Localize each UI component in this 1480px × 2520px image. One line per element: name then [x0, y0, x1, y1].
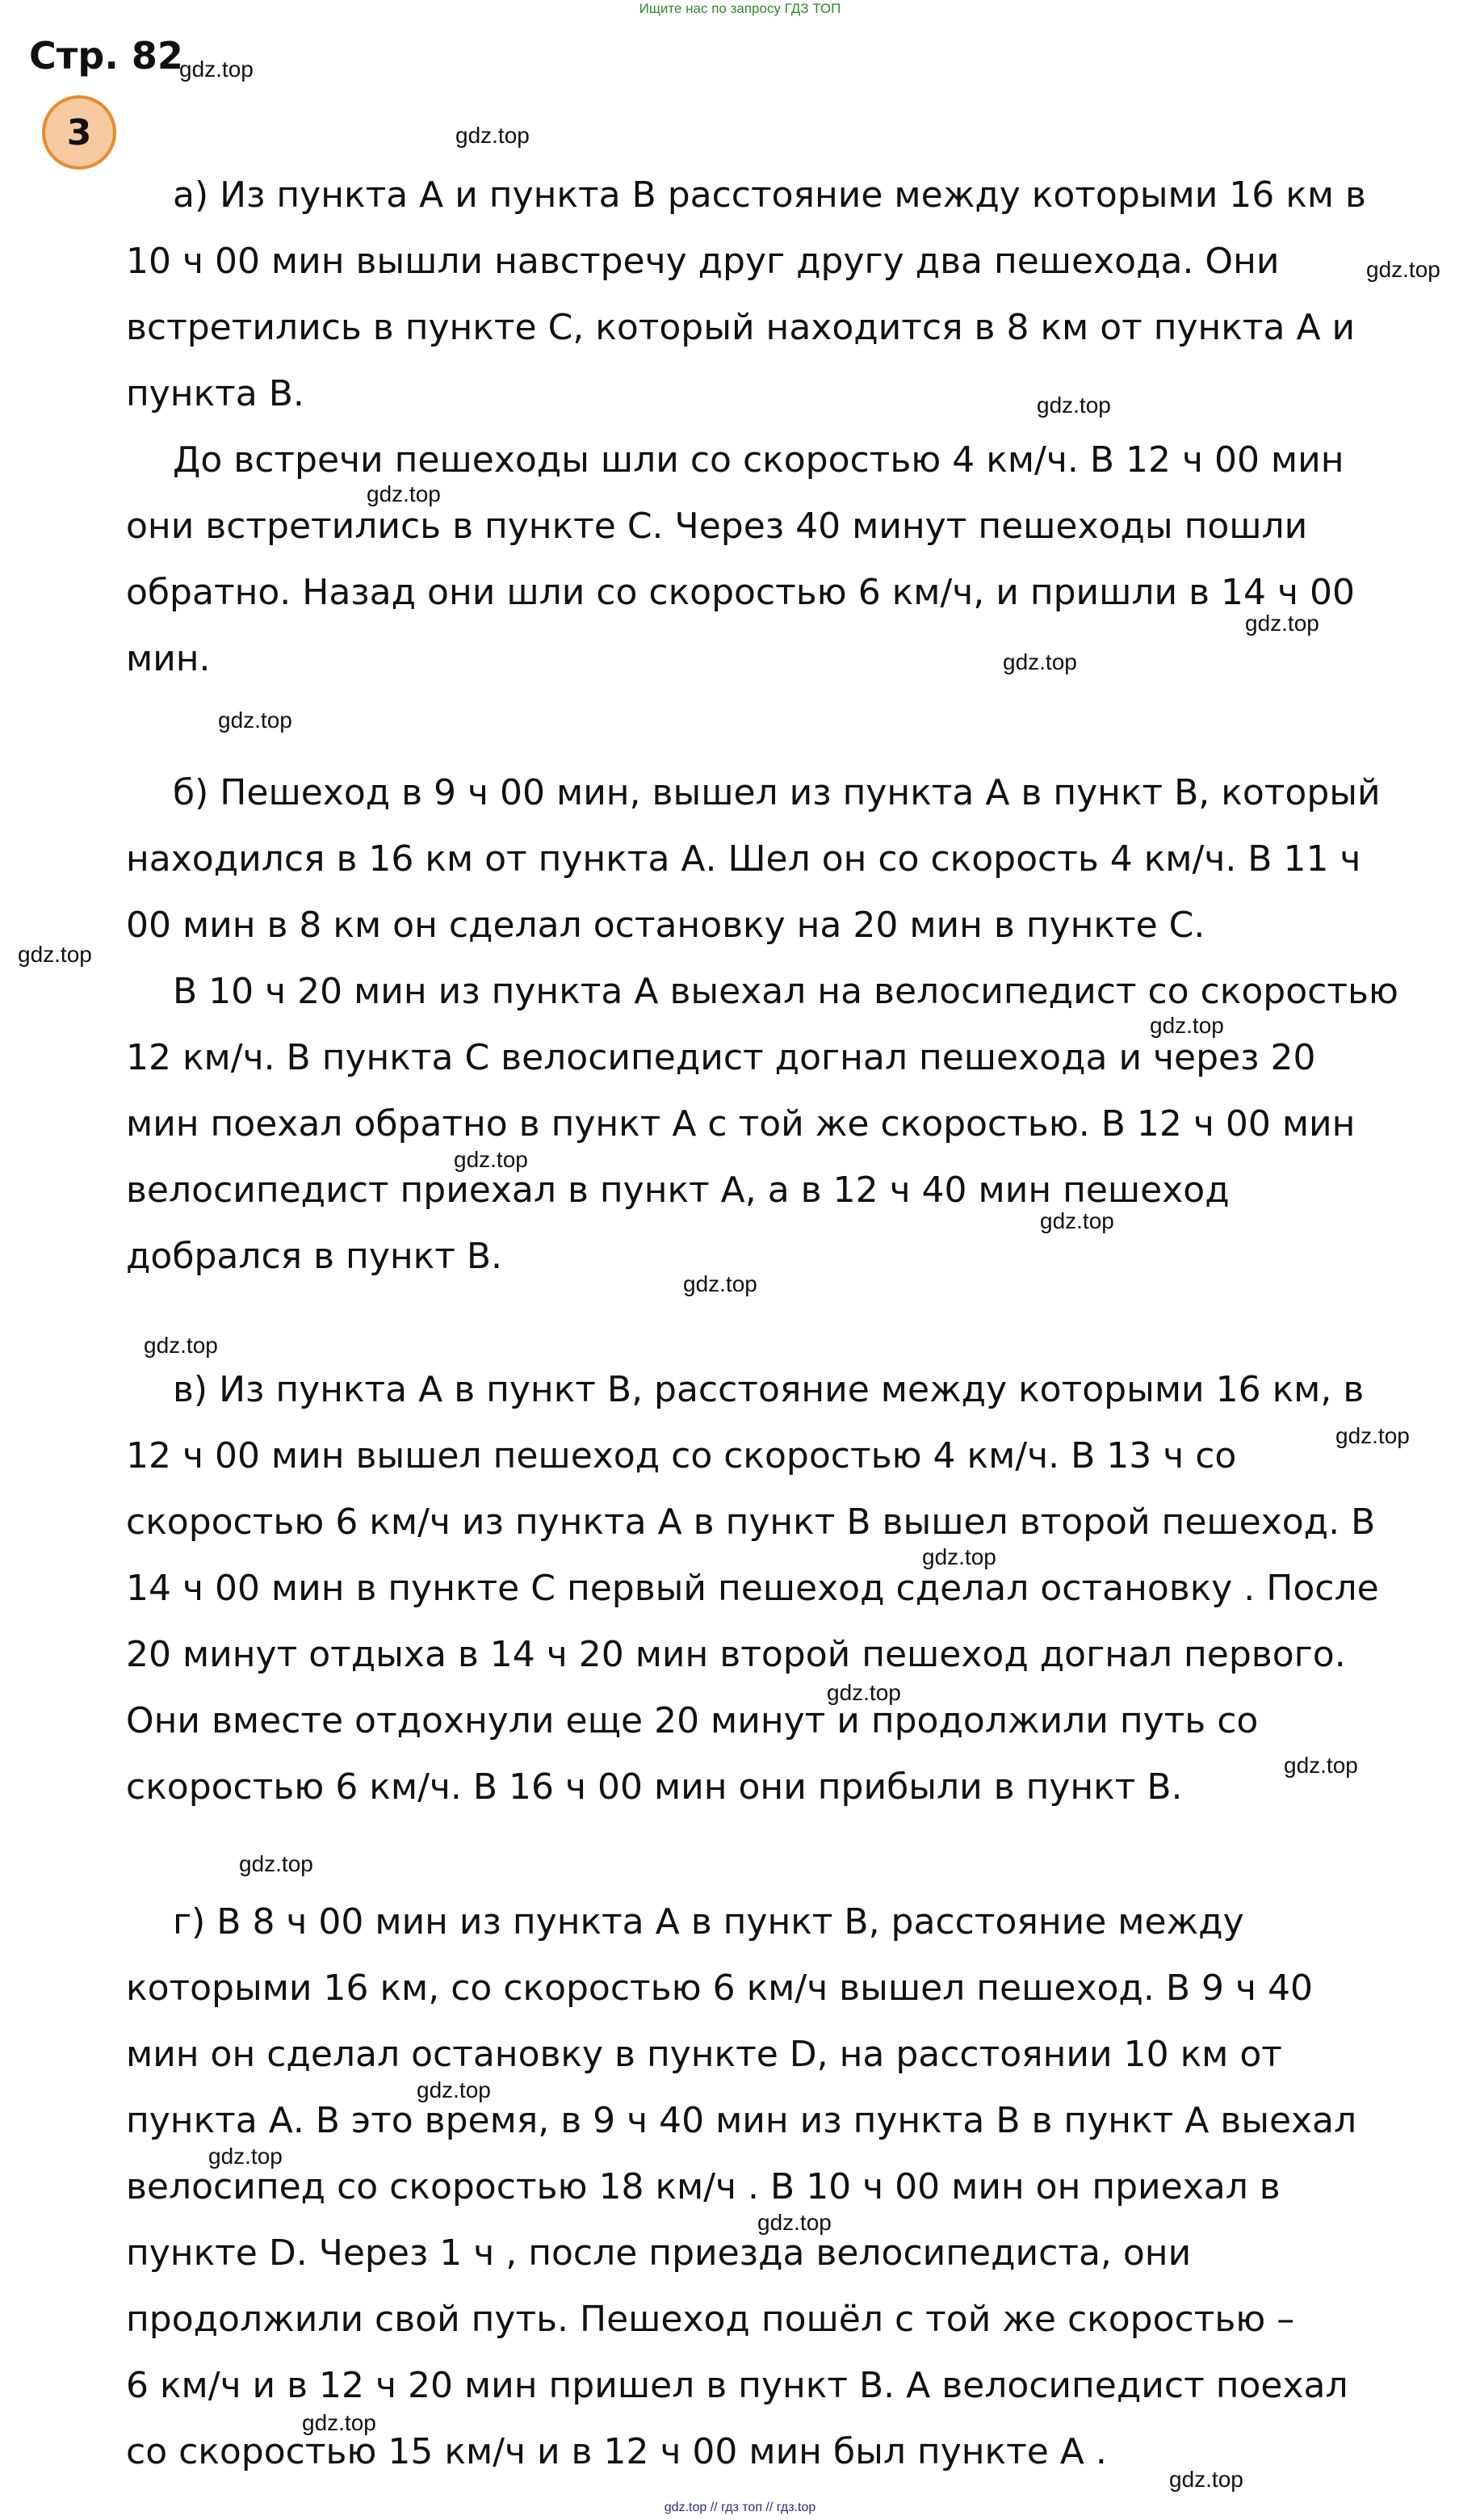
- text-line: которыми 16 км, со скоростью 6 км/ч вышел пешеход. В 9 ч 40: [126, 1968, 1313, 2009]
- watermark: gdz.top: [367, 481, 441, 506]
- watermark: gdz.top: [417, 2077, 491, 2102]
- watermark: gdz.top: [1037, 393, 1111, 418]
- text-line: 00 мин в 8 км он сделал остановку на 20 мин в пункте С.: [126, 905, 1205, 946]
- text-line: б) Пешеход в 9 ч 00 мин, вышел из пункта А в пункт В, который: [173, 772, 1381, 813]
- top-banner: Ищите нас по запросу ГДЗ ТОП: [639, 1, 841, 16]
- text-line: пункте D. Через 1 ч , после приезда велосипедиста, они: [126, 2232, 1192, 2274]
- text-line: в) Из пункта А в пункт В, расстояние между которыми 16 км, в: [173, 1369, 1365, 1410]
- watermark: gdz.top: [208, 2144, 283, 2169]
- watermark: gdz.top: [1003, 649, 1077, 674]
- watermark: gdz.top: [1335, 1423, 1410, 1448]
- text-line: скоростью 6 км/ч из пункта А в пункт В вышел второй пешеход. В: [126, 1502, 1376, 1543]
- watermark: gdz.top: [1366, 257, 1440, 282]
- text-line: 12 ч 00 мин вышел пешеход со скоростью 4 км/ч. В 13 ч со: [126, 1435, 1237, 1476]
- text-line: мин он сделал остановку в пункте D, на расстоянии 10 км от: [126, 2034, 1282, 2075]
- watermark: gdz.top: [239, 1851, 313, 1876]
- paragraph-v: [126, 1357, 1466, 1821]
- watermark: gdz.top: [302, 2410, 376, 2435]
- watermark: gdz.top: [454, 1147, 528, 1172]
- text-line: а) Из пункта А и пункта В расстояние между которыми 16 км в: [173, 174, 1366, 216]
- watermark: gdz.top: [757, 2210, 832, 2235]
- text-line: мин поехал обратно в пункт А с той же скоростью. В 12 ч 00 мин: [126, 1103, 1356, 1144]
- paragraph-g: [126, 1889, 1466, 2485]
- watermark: gdz.top: [144, 1333, 218, 1358]
- text-line: они встретились в пункте С. Через 40 минут пешеходы пошли: [126, 506, 1308, 547]
- text-line: До встречи пешеходы шли со скоростью 4 км/ч. В 12 ч 00 мин: [173, 439, 1344, 481]
- watermark: gdz.top: [18, 942, 92, 967]
- watermark: gdz.top: [1040, 1208, 1114, 1233]
- text-line: пункта В.: [126, 373, 304, 414]
- text-line: Они вместе отдохнули еще 20 минут и продолжили путь со: [126, 1700, 1259, 1741]
- text-line: встретились в пункте С, который находится в 8 км от пункта А и: [126, 307, 1356, 348]
- watermark: gdz.top: [827, 1680, 901, 1705]
- text-line: со скоростью 15 км/ч и в 12 ч 00 мин был пункте А .: [126, 2431, 1107, 2472]
- watermark: gdz.top: [683, 1271, 757, 1296]
- text-line: г) В 8 ч 00 мин из пункта А в пункт В, расстояние между: [173, 1901, 1244, 1942]
- text-line: находился в 16 км от пункта А. Шел он со скорость 4 км/ч. В 11 ч: [126, 838, 1361, 880]
- text-line: 10 ч 00 мин вышли навстречу друг другу два пешехода. Они: [126, 241, 1280, 282]
- text-line: продолжили свой путь. Пешеход пошёл с той же скоростью –: [126, 2299, 1295, 2340]
- text-line: В 10 ч 20 мин из пункта А выехал на велосипедист со скоростью: [173, 971, 1398, 1012]
- paragraph-a-part1: [126, 162, 1466, 427]
- watermark: gdz.top: [1284, 1753, 1358, 1778]
- text-line: 14 ч 00 мин в пункте С первый пешеход сделал остановку . После: [126, 1568, 1379, 1609]
- watermark: gdz.top: [218, 708, 292, 733]
- text-line: пункта А. В это время, в 9 ч 40 мин из пункта В в пункт А выехал: [126, 2100, 1357, 2141]
- paragraph-b-part1: [126, 760, 1466, 959]
- text-line: добрался в пункт В.: [126, 1236, 502, 1277]
- watermark: gdz.top: [1150, 1013, 1224, 1038]
- watermark: gdz.top: [1245, 611, 1319, 636]
- text-line: велосипедист приехал в пункт А, а в 12 ч 40 мин пешеход: [126, 1170, 1230, 1211]
- footer: gdz.top // гдз топ // гдз.top: [664, 2501, 816, 2514]
- text-line: обратно. Назад они шли со скоростью 6 км/ч, и пришли в 14 ч 00: [126, 572, 1355, 613]
- text-line: велосипед со скоростью 18 км/ч . В 10 ч 00 мин он приехал в: [126, 2166, 1281, 2207]
- text-line: 20 минут отдыха в 14 ч 20 мин второй пешеход догнал первого.: [126, 1634, 1346, 1675]
- text-line: 12 км/ч. В пункта С велосипедист догнал пешехода и через 20: [126, 1037, 1316, 1078]
- watermark: gdz.top: [922, 1544, 996, 1569]
- text-line: 6 км/ч и в 12 ч 20 мин пришел в пункт В. А велосипедист поехал: [126, 2365, 1348, 2406]
- text-line: мин.: [126, 638, 211, 679]
- watermark: gdz.top: [179, 57, 254, 82]
- watermark: gdz.top: [455, 123, 530, 148]
- paragraph-b-part2: [126, 959, 1466, 1290]
- page-title: Стр. 82: [29, 34, 183, 78]
- task-number-badge: 3: [42, 95, 116, 170]
- text-line: скоростью 6 км/ч. В 16 ч 00 мин они прибыли в пункт В.: [126, 1766, 1183, 1808]
- watermark: gdz.top: [1169, 2467, 1243, 2492]
- paragraph-a-part2: [126, 427, 1466, 692]
